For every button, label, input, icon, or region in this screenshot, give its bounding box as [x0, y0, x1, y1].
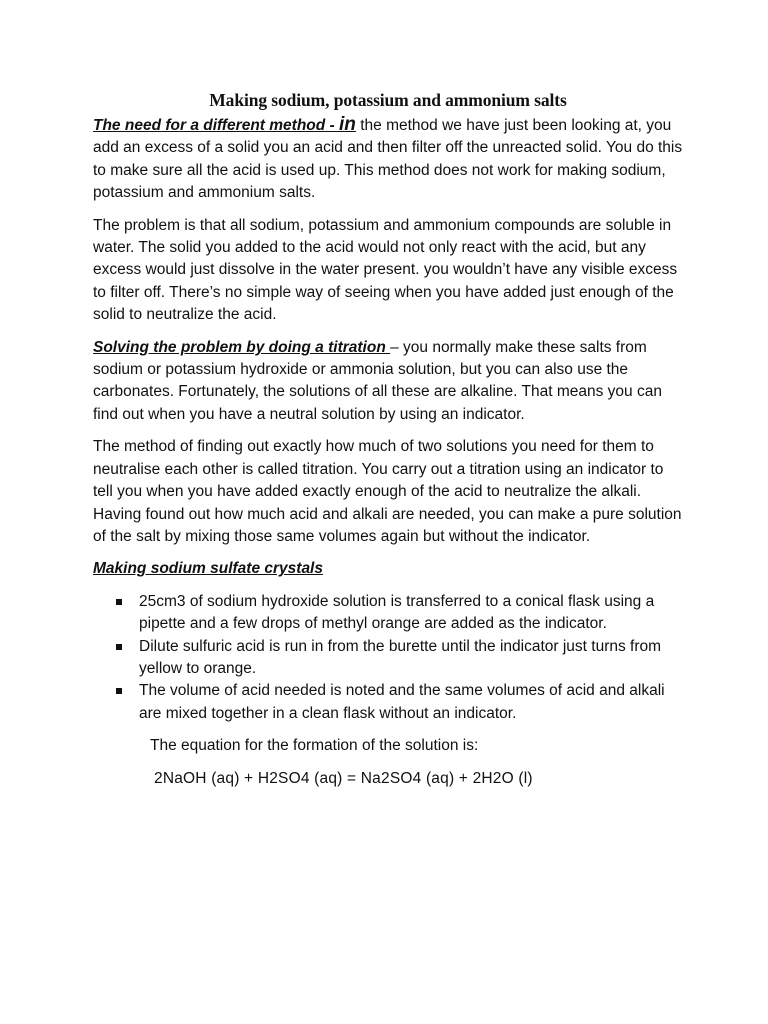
paragraph-problem: The problem is that all sodium, potassium and ammonium compounds are soluble in water. The solid you added to the acid would not only react with the acid, but any excess would just dissolve in the water present. you wouldn’t have any visible excess to filter off. There’s no simple way of seeing when you have added just enough of the solid to neutralize the acid.	[93, 216, 678, 324]
heading-need-main: The need for a different method -	[93, 117, 340, 134]
document-page	[93, 88, 683, 790]
list-item	[93, 636, 683, 681]
list-item	[93, 591, 683, 636]
heading-need-in: in	[339, 114, 356, 135]
list-item-text: 25cm3 of sodium hydroxide solution is transferred to a conical flask using a pipette and a few drops of methyl orange are added as the indicator.	[139, 592, 655, 633]
heading-need	[93, 114, 356, 135]
heading-crystals-paragraph	[93, 558, 683, 580]
square-bullet-icon	[116, 644, 122, 650]
paragraph-method: The method of finding out exactly how much of two solutions you need for them to neutralise each other is called titration. You carry out a titration using an indicator to tell you when you have added exactly enough of the acid to neutralize the alkali. Having found out how much acid and alkali are needed, you can make a pure solution of the salt by mixing those same volumes again but without the indicator.	[93, 438, 682, 545]
paragraph-titration-text: – you normally make these salts from sodium or potassium hydroxide or ammonia solution, but you can also use the carbonates. Fortunately, the solutions of all these are alkaline. That means you can find out when you have a neutral solution by using an indicator.	[93, 338, 662, 423]
heading-crystals: Making sodium sulfate crystals	[93, 560, 323, 578]
list-item-text: Dilute sulfuric acid is run in from the burette until the indicator just turns from yellow to orange.	[139, 637, 662, 677]
list-item	[93, 680, 683, 725]
bullet-list	[93, 591, 683, 725]
square-bullet-icon	[116, 599, 122, 605]
paragraph-titration	[93, 337, 683, 427]
paragraph-need-text: the method we have just been looking at, you add an excess of a solid you an acid and then filter off the unreacted solid. You do this to make sure all the acid is used up. This method does not work for making sodium, potassium and ammonium salts.	[93, 117, 683, 202]
paragraph-need	[93, 114, 683, 205]
equation-intro: The equation for the formation of the solution is:	[150, 737, 479, 755]
list-item-text: The volume of acid needed is noted and the same volumes of acid and alkali are mixed together in a clean flask without an indicator.	[139, 682, 665, 722]
equation: 2NaOH (aq) + H2SO4 (aq) = Na2SO4 (aq) + 2H2O (l)	[154, 769, 533, 787]
document-title: Making sodium, potassium and ammonium salts	[209, 90, 567, 110]
heading-titration: Solving the problem by doing a titration	[93, 338, 391, 356]
square-bullet-icon	[116, 688, 122, 694]
